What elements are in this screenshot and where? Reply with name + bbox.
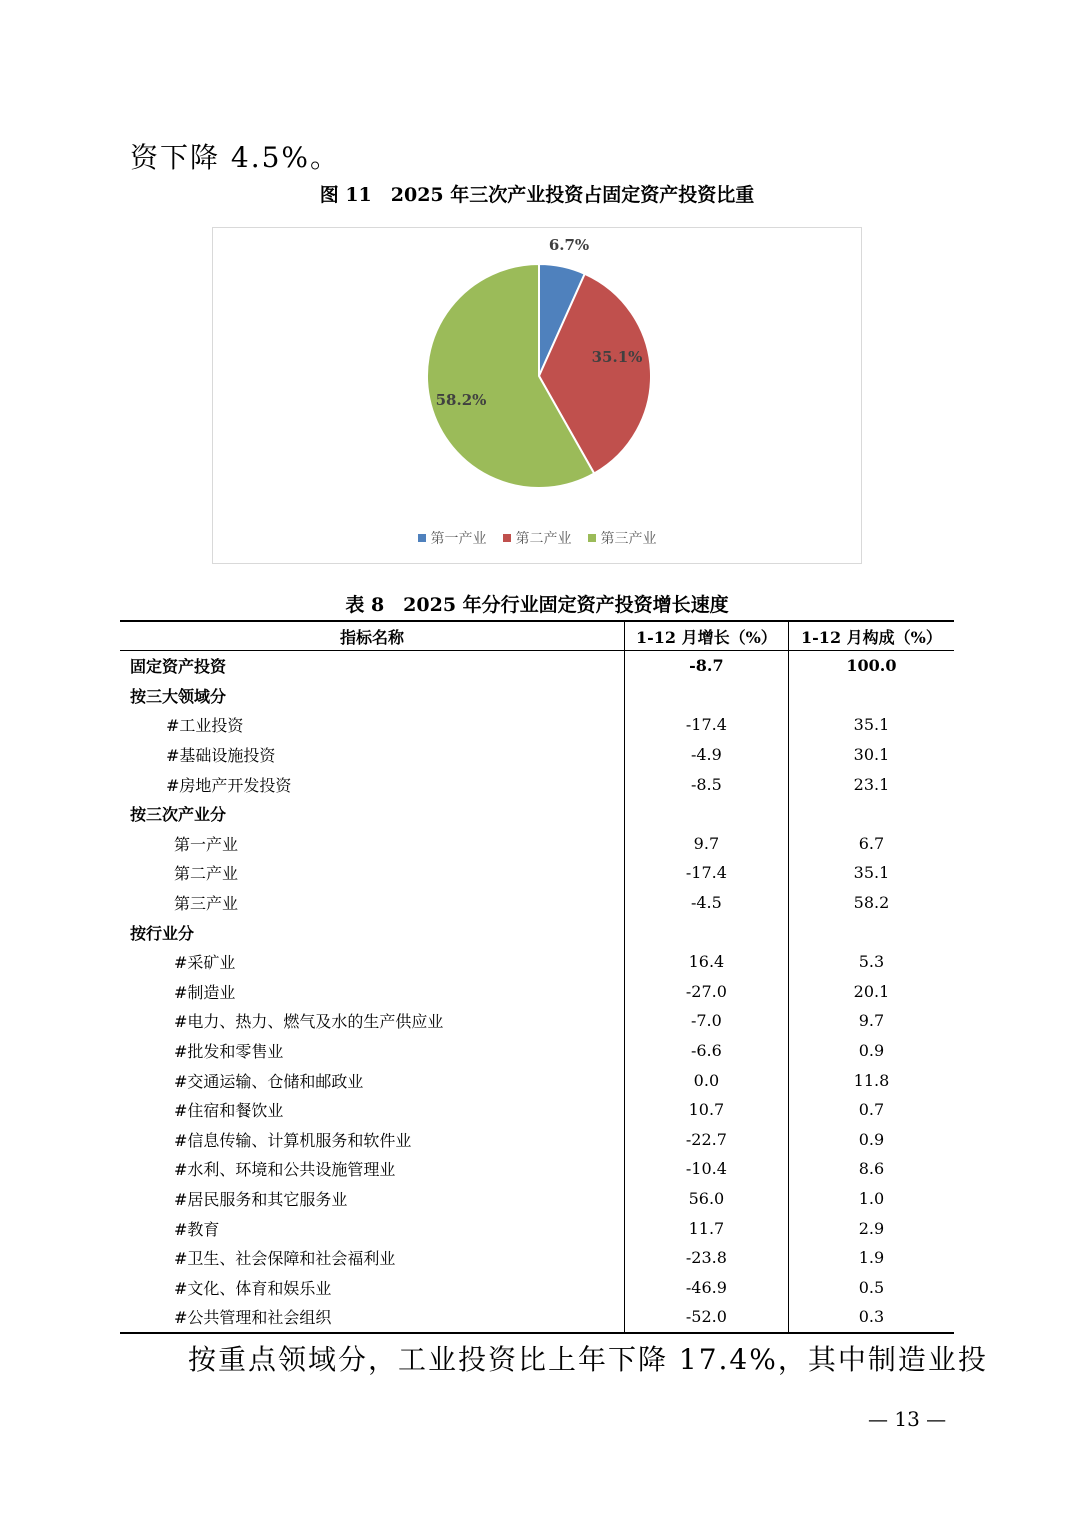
row-growth: -4.5 (624, 888, 788, 918)
row-name: 第二产业 (174, 864, 239, 884)
row-growth: -27.0 (624, 977, 788, 1007)
row-name: #教育 (174, 1219, 220, 1239)
row-share: 1.0 (788, 1184, 954, 1214)
row-share: 9.7 (788, 1006, 954, 1036)
page-number: — 13 — (868, 1407, 947, 1431)
row-share: 0.3 (788, 1302, 954, 1333)
row-growth: -52.0 (624, 1302, 788, 1333)
pie-data-label: 58.2% (435, 391, 487, 409)
row-share: 0.9 (788, 1036, 954, 1066)
body-text-bottom: 按重点领域分，工业投资比上年下降 17.4%，其中制造业投 (188, 1343, 988, 1376)
row-growth: -7.0 (624, 1006, 788, 1036)
row-share: 11.8 (788, 1065, 954, 1095)
row-growth: -17.4 (624, 858, 788, 888)
investment-growth-table (120, 620, 954, 1334)
legend-swatch (588, 534, 596, 542)
table-row (120, 1154, 954, 1184)
row-name: #文化、体育和娱乐业 (174, 1278, 332, 1298)
row-name: #批发和零售业 (174, 1042, 284, 1062)
table-caption: 表 8 2025 年分行业固定资产投资增长速度 (345, 594, 729, 616)
pie-data-label: 35.1% (591, 348, 643, 366)
row-growth: 9.7 (624, 829, 788, 859)
table-row (120, 1006, 954, 1036)
row-growth: 56.0 (624, 1184, 788, 1214)
row-name: #交通运输、仓储和邮政业 (174, 1071, 364, 1091)
row-share: 35.1 (788, 858, 954, 888)
table-row (120, 829, 954, 859)
row-growth: 10.7 (624, 1095, 788, 1125)
row-name: 第一产业 (174, 834, 239, 854)
row-share: 20.1 (788, 977, 954, 1007)
table-row (120, 740, 954, 770)
table-row (120, 1243, 954, 1273)
row-share: 2.9 (788, 1213, 954, 1243)
legend-label: 第二产业 (515, 531, 572, 547)
figure-caption: 图 11 2025 年三次产业投资占固定资产投资比重 (319, 184, 755, 206)
table-row (120, 1036, 954, 1066)
table-row (120, 1184, 954, 1214)
row-growth: -23.8 (624, 1243, 788, 1273)
table-row (120, 710, 954, 740)
row-growth: -22.7 (624, 1125, 788, 1155)
row-growth: -8.7 (624, 651, 788, 681)
row-share: 23.1 (788, 769, 954, 799)
table-row (120, 977, 954, 1007)
table-row (120, 1213, 954, 1243)
row-name: 按行业分 (130, 923, 195, 943)
table-row (120, 681, 954, 711)
row-name: #居民服务和其它服务业 (174, 1189, 348, 1209)
row-name: 按三大领域分 (130, 686, 227, 706)
table-row (120, 947, 954, 977)
legend-label: 第三产业 (600, 531, 657, 547)
row-name: #房地产开发投资 (166, 775, 292, 795)
row-share: 8.6 (788, 1154, 954, 1184)
chart-legend (213, 528, 861, 548)
header-growth: 1-12 月增长（%） (624, 621, 788, 651)
row-name: #制造业 (174, 982, 236, 1002)
legend-label: 第一产业 (430, 531, 487, 547)
row-share: 100.0 (788, 651, 954, 681)
row-share: 5.3 (788, 947, 954, 977)
row-growth (624, 917, 788, 947)
row-share (788, 681, 954, 711)
row-name: 固定资产投资 (130, 657, 227, 677)
body-text-top: 资下降 4.5%。 (130, 141, 341, 174)
table-header-row (120, 621, 954, 651)
row-share: 58.2 (788, 888, 954, 918)
pie-chart (213, 228, 861, 563)
row-growth: -10.4 (624, 1154, 788, 1184)
table-row (120, 917, 954, 947)
row-growth: 11.7 (624, 1213, 788, 1243)
row-name: #电力、热力、燃气及水的生产供应业 (174, 1012, 444, 1032)
table-row (120, 1272, 954, 1302)
row-share (788, 799, 954, 829)
row-name: #信息传输、计算机服务和软件业 (174, 1130, 412, 1150)
header-share: 1-12 月构成（%） (788, 621, 954, 651)
row-growth: -17.4 (624, 710, 788, 740)
row-name: #基础设施投资 (166, 746, 276, 766)
row-name: 第三产业 (174, 894, 239, 914)
table-row (120, 769, 954, 799)
pie-data-label: 6.7% (548, 236, 590, 254)
pie-chart-container (212, 227, 862, 564)
row-share (788, 917, 954, 947)
row-name: #水利、环境和公共设施管理业 (174, 1160, 396, 1180)
row-share: 0.5 (788, 1272, 954, 1302)
row-name: 按三次产业分 (130, 805, 227, 825)
table-row (120, 1065, 954, 1095)
table-row (120, 858, 954, 888)
row-share: 6.7 (788, 829, 954, 859)
row-growth (624, 799, 788, 829)
legend-item (588, 528, 657, 548)
row-name: #采矿业 (174, 953, 236, 973)
row-name: #公共管理和社会组织 (120, 1302, 624, 1333)
row-share: 35.1 (788, 710, 954, 740)
row-name: #工业投资 (166, 716, 244, 736)
row-name: #住宿和餐饮业 (174, 1101, 284, 1121)
table-row (120, 1125, 954, 1155)
header-indicator-name: 指标名称 (120, 621, 624, 651)
row-share: 0.7 (788, 1095, 954, 1125)
row-growth (624, 681, 788, 711)
table-row (120, 651, 954, 681)
row-name: #卫生、社会保障和社会福利业 (174, 1249, 396, 1269)
table-row (120, 799, 954, 829)
row-growth: -4.9 (624, 740, 788, 770)
legend-item (418, 528, 487, 548)
table-row (120, 1302, 954, 1333)
legend-swatch (503, 534, 511, 542)
row-share: 30.1 (788, 740, 954, 770)
legend-swatch (418, 534, 426, 542)
row-growth: 16.4 (624, 947, 788, 977)
table-row (120, 1095, 954, 1125)
row-growth: -8.5 (624, 769, 788, 799)
row-share: 1.9 (788, 1243, 954, 1273)
row-growth: -46.9 (624, 1272, 788, 1302)
legend-item (503, 528, 572, 548)
row-growth: 0.0 (624, 1065, 788, 1095)
row-share: 0.9 (788, 1125, 954, 1155)
row-growth: -6.6 (624, 1036, 788, 1066)
table-row (120, 888, 954, 918)
